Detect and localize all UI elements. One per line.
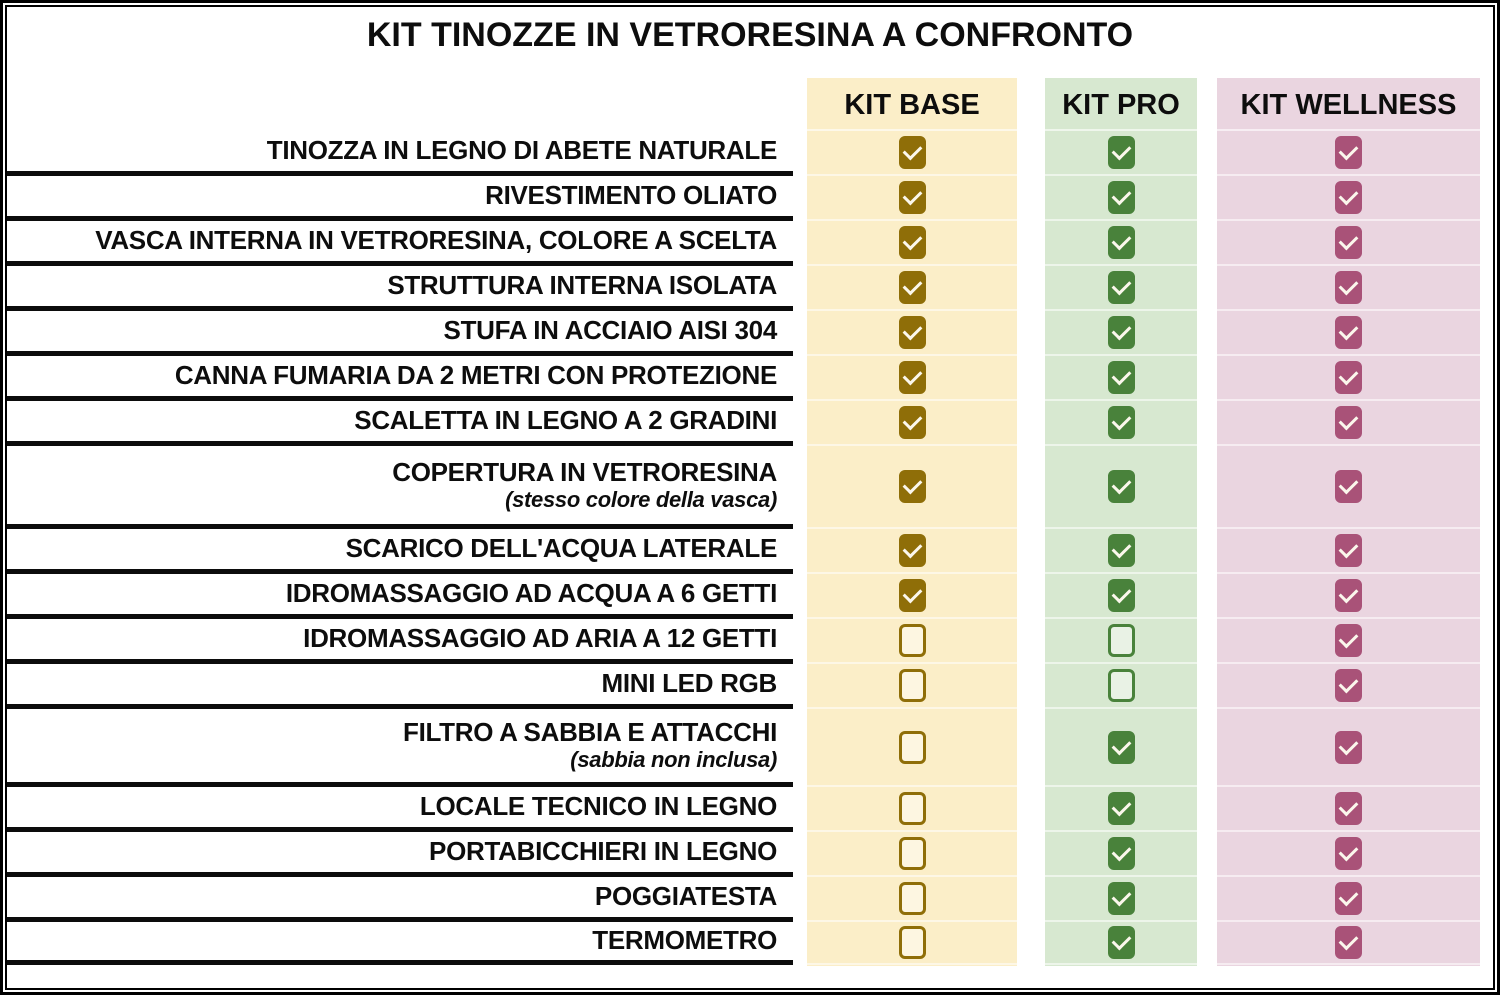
feature-row <box>3 221 1497 266</box>
checked-checkbox-wellness[interactable] <box>1335 926 1362 959</box>
checkbox-cell-pro <box>1045 221 1197 266</box>
feature-label: POGGIATESTA <box>594 881 777 912</box>
checked-checkbox-wellness[interactable] <box>1335 181 1362 214</box>
feature-label-cell <box>7 619 793 664</box>
checkbox-cell-wellness <box>1217 221 1480 266</box>
feature-label: SCARICO DELL'ACQUA LATERALE <box>345 533 777 564</box>
feature-label-cell <box>7 664 793 709</box>
checked-checkbox-pro[interactable] <box>1108 271 1135 304</box>
check-icon <box>1339 411 1359 431</box>
page-title: KIT TINOZZE IN VETRORESINA A CONFRONTO <box>366 16 1134 54</box>
feature-label: SCALETTA IN LEGNO A 2 GRADINI <box>354 405 777 436</box>
checkbox-cell-pro <box>1045 832 1197 877</box>
checkbox-cell-pro <box>1045 131 1197 176</box>
unchecked-checkbox-base[interactable] <box>899 882 926 915</box>
checked-checkbox-base[interactable] <box>899 226 926 259</box>
checkbox-cell-pro <box>1045 619 1197 664</box>
feature-label-cell <box>7 266 793 311</box>
checked-checkbox-wellness[interactable] <box>1335 837 1362 870</box>
feature-label-cell <box>7 709 793 787</box>
checked-checkbox-pro[interactable] <box>1108 882 1135 915</box>
checked-checkbox-wellness[interactable] <box>1335 669 1362 702</box>
feature-label: RIVESTIMENTO OLIATO <box>485 180 777 211</box>
check-icon <box>902 366 922 386</box>
check-icon <box>1111 887 1131 907</box>
checkbox-cell-wellness <box>1217 787 1480 832</box>
checkbox-cell-wellness <box>1217 664 1480 709</box>
checkbox-cell-base <box>807 619 1017 664</box>
feature-row <box>3 311 1497 356</box>
checked-checkbox-wellness[interactable] <box>1335 624 1362 657</box>
check-icon <box>1339 539 1359 559</box>
checked-checkbox-wellness[interactable] <box>1335 792 1362 825</box>
check-icon <box>902 231 922 251</box>
checkbox-cell-base <box>807 131 1017 176</box>
feature-label-cell <box>7 574 793 619</box>
checked-checkbox-pro[interactable] <box>1108 226 1135 259</box>
check-icon <box>1339 931 1359 951</box>
column-header-base: KIT BASE <box>844 89 980 121</box>
checked-checkbox-pro[interactable] <box>1108 361 1135 394</box>
checkbox-cell-pro <box>1045 266 1197 311</box>
feature-row <box>3 832 1497 877</box>
checkbox-cell-pro <box>1045 922 1197 965</box>
unchecked-checkbox-base[interactable] <box>899 669 926 702</box>
checked-checkbox-pro[interactable] <box>1108 731 1135 764</box>
checked-checkbox-base[interactable] <box>899 579 926 612</box>
checkbox-cell-base <box>807 877 1017 922</box>
check-icon <box>1111 366 1131 386</box>
check-icon <box>902 141 922 161</box>
check-icon <box>902 584 922 604</box>
feature-label-cell <box>7 311 793 356</box>
feature-row <box>3 619 1497 664</box>
check-icon <box>1339 186 1359 206</box>
check-icon <box>1111 539 1131 559</box>
check-icon <box>1339 842 1359 862</box>
checked-checkbox-base[interactable] <box>899 181 926 214</box>
checked-checkbox-wellness[interactable] <box>1335 271 1362 304</box>
checked-checkbox-base[interactable] <box>899 136 926 169</box>
checkbox-cell-base <box>807 401 1017 446</box>
check-icon <box>1111 231 1131 251</box>
feature-label-cell <box>7 356 793 401</box>
checkbox-cell-base <box>807 709 1017 787</box>
checkbox-cell-pro <box>1045 356 1197 401</box>
feature-row <box>3 401 1497 446</box>
checkbox-cell-base <box>807 832 1017 877</box>
checkbox-cell-pro <box>1045 574 1197 619</box>
feature-label-cell <box>7 446 793 529</box>
checkbox-cell-wellness <box>1217 176 1480 221</box>
check-icon <box>1339 366 1359 386</box>
feature-sublabel: (stesso colore della vasca) <box>505 486 777 512</box>
feature-label: CANNA FUMARIA DA 2 METRI CON PROTEZIONE <box>174 360 777 391</box>
checkbox-cell-base <box>807 446 1017 529</box>
checkbox-cell-base <box>807 266 1017 311</box>
feature-label: VASCA INTERNA IN VETRORESINA, COLORE A SCELTA <box>95 225 777 256</box>
checkbox-cell-wellness <box>1217 266 1480 311</box>
checked-checkbox-base[interactable] <box>899 470 926 503</box>
checkbox-cell-wellness <box>1217 529 1480 574</box>
check-icon <box>1339 797 1359 817</box>
checked-checkbox-pro[interactable] <box>1108 534 1135 567</box>
feature-label-cell <box>7 529 793 574</box>
checkbox-cell-pro <box>1045 709 1197 787</box>
checked-checkbox-wellness[interactable] <box>1335 731 1362 764</box>
checkbox-cell-base <box>807 922 1017 965</box>
unchecked-checkbox-base[interactable] <box>899 926 926 959</box>
check-icon <box>902 539 922 559</box>
checked-checkbox-pro[interactable] <box>1108 792 1135 825</box>
check-icon <box>1339 629 1359 649</box>
feature-row <box>3 574 1497 619</box>
checkbox-cell-base <box>807 787 1017 832</box>
feature-label-cell <box>7 131 793 176</box>
feature-row <box>3 529 1497 574</box>
feature-label-cell <box>7 787 793 832</box>
feature-sublabel: (sabbia non inclusa) <box>570 747 777 773</box>
feature-label-cell <box>7 221 793 266</box>
check-icon <box>1339 475 1359 495</box>
checkbox-cell-base <box>807 529 1017 574</box>
feature-label: IDROMASSAGGIO AD ARIA A 12 GETTI <box>303 623 777 654</box>
check-icon <box>1339 276 1359 296</box>
checkbox-cell-wellness <box>1217 574 1480 619</box>
checkbox-cell-base <box>807 356 1017 401</box>
checked-checkbox-pro[interactable] <box>1108 136 1135 169</box>
feature-label-cell <box>7 176 793 221</box>
feature-label: TERMOMETRO <box>592 925 777 956</box>
checkbox-cell-pro <box>1045 787 1197 832</box>
checked-checkbox-wellness[interactable] <box>1335 361 1362 394</box>
check-icon <box>1111 584 1131 604</box>
checked-checkbox-wellness[interactable] <box>1335 316 1362 349</box>
checkbox-cell-wellness <box>1217 709 1480 787</box>
check-icon <box>1339 735 1359 755</box>
checked-checkbox-wellness[interactable] <box>1335 136 1362 169</box>
checkbox-cell-wellness <box>1217 401 1480 446</box>
checkbox-cell-wellness <box>1217 356 1480 401</box>
checkbox-cell-pro <box>1045 529 1197 574</box>
feature-row <box>3 266 1497 311</box>
feature-row <box>3 664 1497 709</box>
feature-label: TINOZZA IN LEGNO DI ABETE NATURALE <box>266 135 777 166</box>
checkbox-cell-pro <box>1045 877 1197 922</box>
checkbox-cell-wellness <box>1217 877 1480 922</box>
feature-label: STUFA IN ACCIAIO AISI 304 <box>443 315 777 346</box>
feature-label-cell <box>7 401 793 446</box>
checked-checkbox-base[interactable] <box>899 316 926 349</box>
check-icon <box>1111 186 1131 206</box>
checkbox-cell-wellness <box>1217 311 1480 356</box>
feature-label: PORTABICCHIERI IN LEGNO <box>429 836 777 867</box>
feature-label: FILTRO A SABBIA E ATTACCHI <box>403 717 777 748</box>
checkbox-cell-pro <box>1045 176 1197 221</box>
check-icon <box>1111 931 1131 951</box>
checkbox-cell-wellness <box>1217 131 1480 176</box>
check-icon <box>1339 141 1359 161</box>
checkbox-cell-base <box>807 311 1017 356</box>
checked-checkbox-wellness[interactable] <box>1335 534 1362 567</box>
check-icon <box>902 411 922 431</box>
check-icon <box>902 475 922 495</box>
feature-row <box>3 787 1497 832</box>
check-icon <box>902 276 922 296</box>
feature-label-cell <box>7 877 793 922</box>
feature-label: STRUTTURA INTERNA ISOLATA <box>387 270 777 301</box>
checked-checkbox-pro[interactable] <box>1108 181 1135 214</box>
feature-label: LOCALE TECNICO IN LEGNO <box>419 791 777 822</box>
unchecked-checkbox-base[interactable] <box>899 837 926 870</box>
unchecked-checkbox-base[interactable] <box>899 792 926 825</box>
check-icon <box>1111 797 1131 817</box>
feature-row <box>3 446 1497 529</box>
feature-label: MINI LED RGB <box>601 668 777 699</box>
checked-checkbox-wellness[interactable] <box>1335 470 1362 503</box>
feature-label: IDROMASSAGGIO AD ACQUA A 6 GETTI <box>285 578 777 609</box>
feature-row <box>3 356 1497 401</box>
unchecked-checkbox-pro[interactable] <box>1108 669 1135 702</box>
checked-checkbox-base[interactable] <box>899 534 926 567</box>
checked-checkbox-pro[interactable] <box>1108 579 1135 612</box>
check-icon <box>1111 475 1131 495</box>
check-icon <box>1339 887 1359 907</box>
checked-checkbox-wellness[interactable] <box>1335 579 1362 612</box>
checked-checkbox-wellness[interactable] <box>1335 226 1362 259</box>
check-icon <box>902 321 922 341</box>
column-header-pro: KIT PRO <box>1062 89 1180 121</box>
unchecked-checkbox-base[interactable] <box>899 731 926 764</box>
check-icon <box>1111 735 1131 755</box>
feature-rows <box>3 131 1497 965</box>
check-icon <box>1111 411 1131 431</box>
checkbox-cell-base <box>807 574 1017 619</box>
check-icon <box>1339 674 1359 694</box>
unchecked-checkbox-base[interactable] <box>899 624 926 657</box>
checkbox-cell-base <box>807 176 1017 221</box>
column-header-wellness: KIT WELLNESS <box>1240 89 1457 121</box>
feature-label: COPERTURA IN VETRORESINA <box>392 456 777 487</box>
checkbox-cell-pro <box>1045 664 1197 709</box>
checkbox-cell-wellness <box>1217 619 1480 664</box>
checked-checkbox-base[interactable] <box>899 271 926 304</box>
check-icon <box>1111 276 1131 296</box>
checked-checkbox-wellness[interactable] <box>1335 882 1362 915</box>
checked-checkbox-pro[interactable] <box>1108 837 1135 870</box>
checkbox-cell-pro <box>1045 311 1197 356</box>
checkbox-cell-wellness <box>1217 922 1480 965</box>
check-icon <box>1339 231 1359 251</box>
feature-row <box>3 176 1497 221</box>
checkbox-cell-base <box>807 221 1017 266</box>
checked-checkbox-wellness[interactable] <box>1335 406 1362 439</box>
feature-label-cell <box>7 922 793 965</box>
checkbox-cell-pro <box>1045 446 1197 529</box>
checkbox-cell-wellness <box>1217 446 1480 529</box>
feature-row <box>3 709 1497 787</box>
feature-label-cell <box>7 832 793 877</box>
check-icon <box>1111 321 1131 341</box>
feature-row <box>3 131 1497 176</box>
checked-checkbox-base[interactable] <box>899 361 926 394</box>
checked-checkbox-pro[interactable] <box>1108 470 1135 503</box>
check-icon <box>1339 321 1359 341</box>
checkbox-cell-wellness <box>1217 832 1480 877</box>
feature-row <box>3 922 1497 965</box>
checked-checkbox-pro[interactable] <box>1108 316 1135 349</box>
check-icon <box>1111 141 1131 161</box>
check-icon <box>902 186 922 206</box>
checked-checkbox-pro[interactable] <box>1108 406 1135 439</box>
checked-checkbox-base[interactable] <box>899 406 926 439</box>
check-icon <box>1339 584 1359 604</box>
feature-row <box>3 877 1497 922</box>
checkbox-cell-pro <box>1045 401 1197 446</box>
check-icon <box>1111 842 1131 862</box>
checkbox-cell-base <box>807 664 1017 709</box>
checked-checkbox-pro[interactable] <box>1108 926 1135 959</box>
unchecked-checkbox-pro[interactable] <box>1108 624 1135 657</box>
